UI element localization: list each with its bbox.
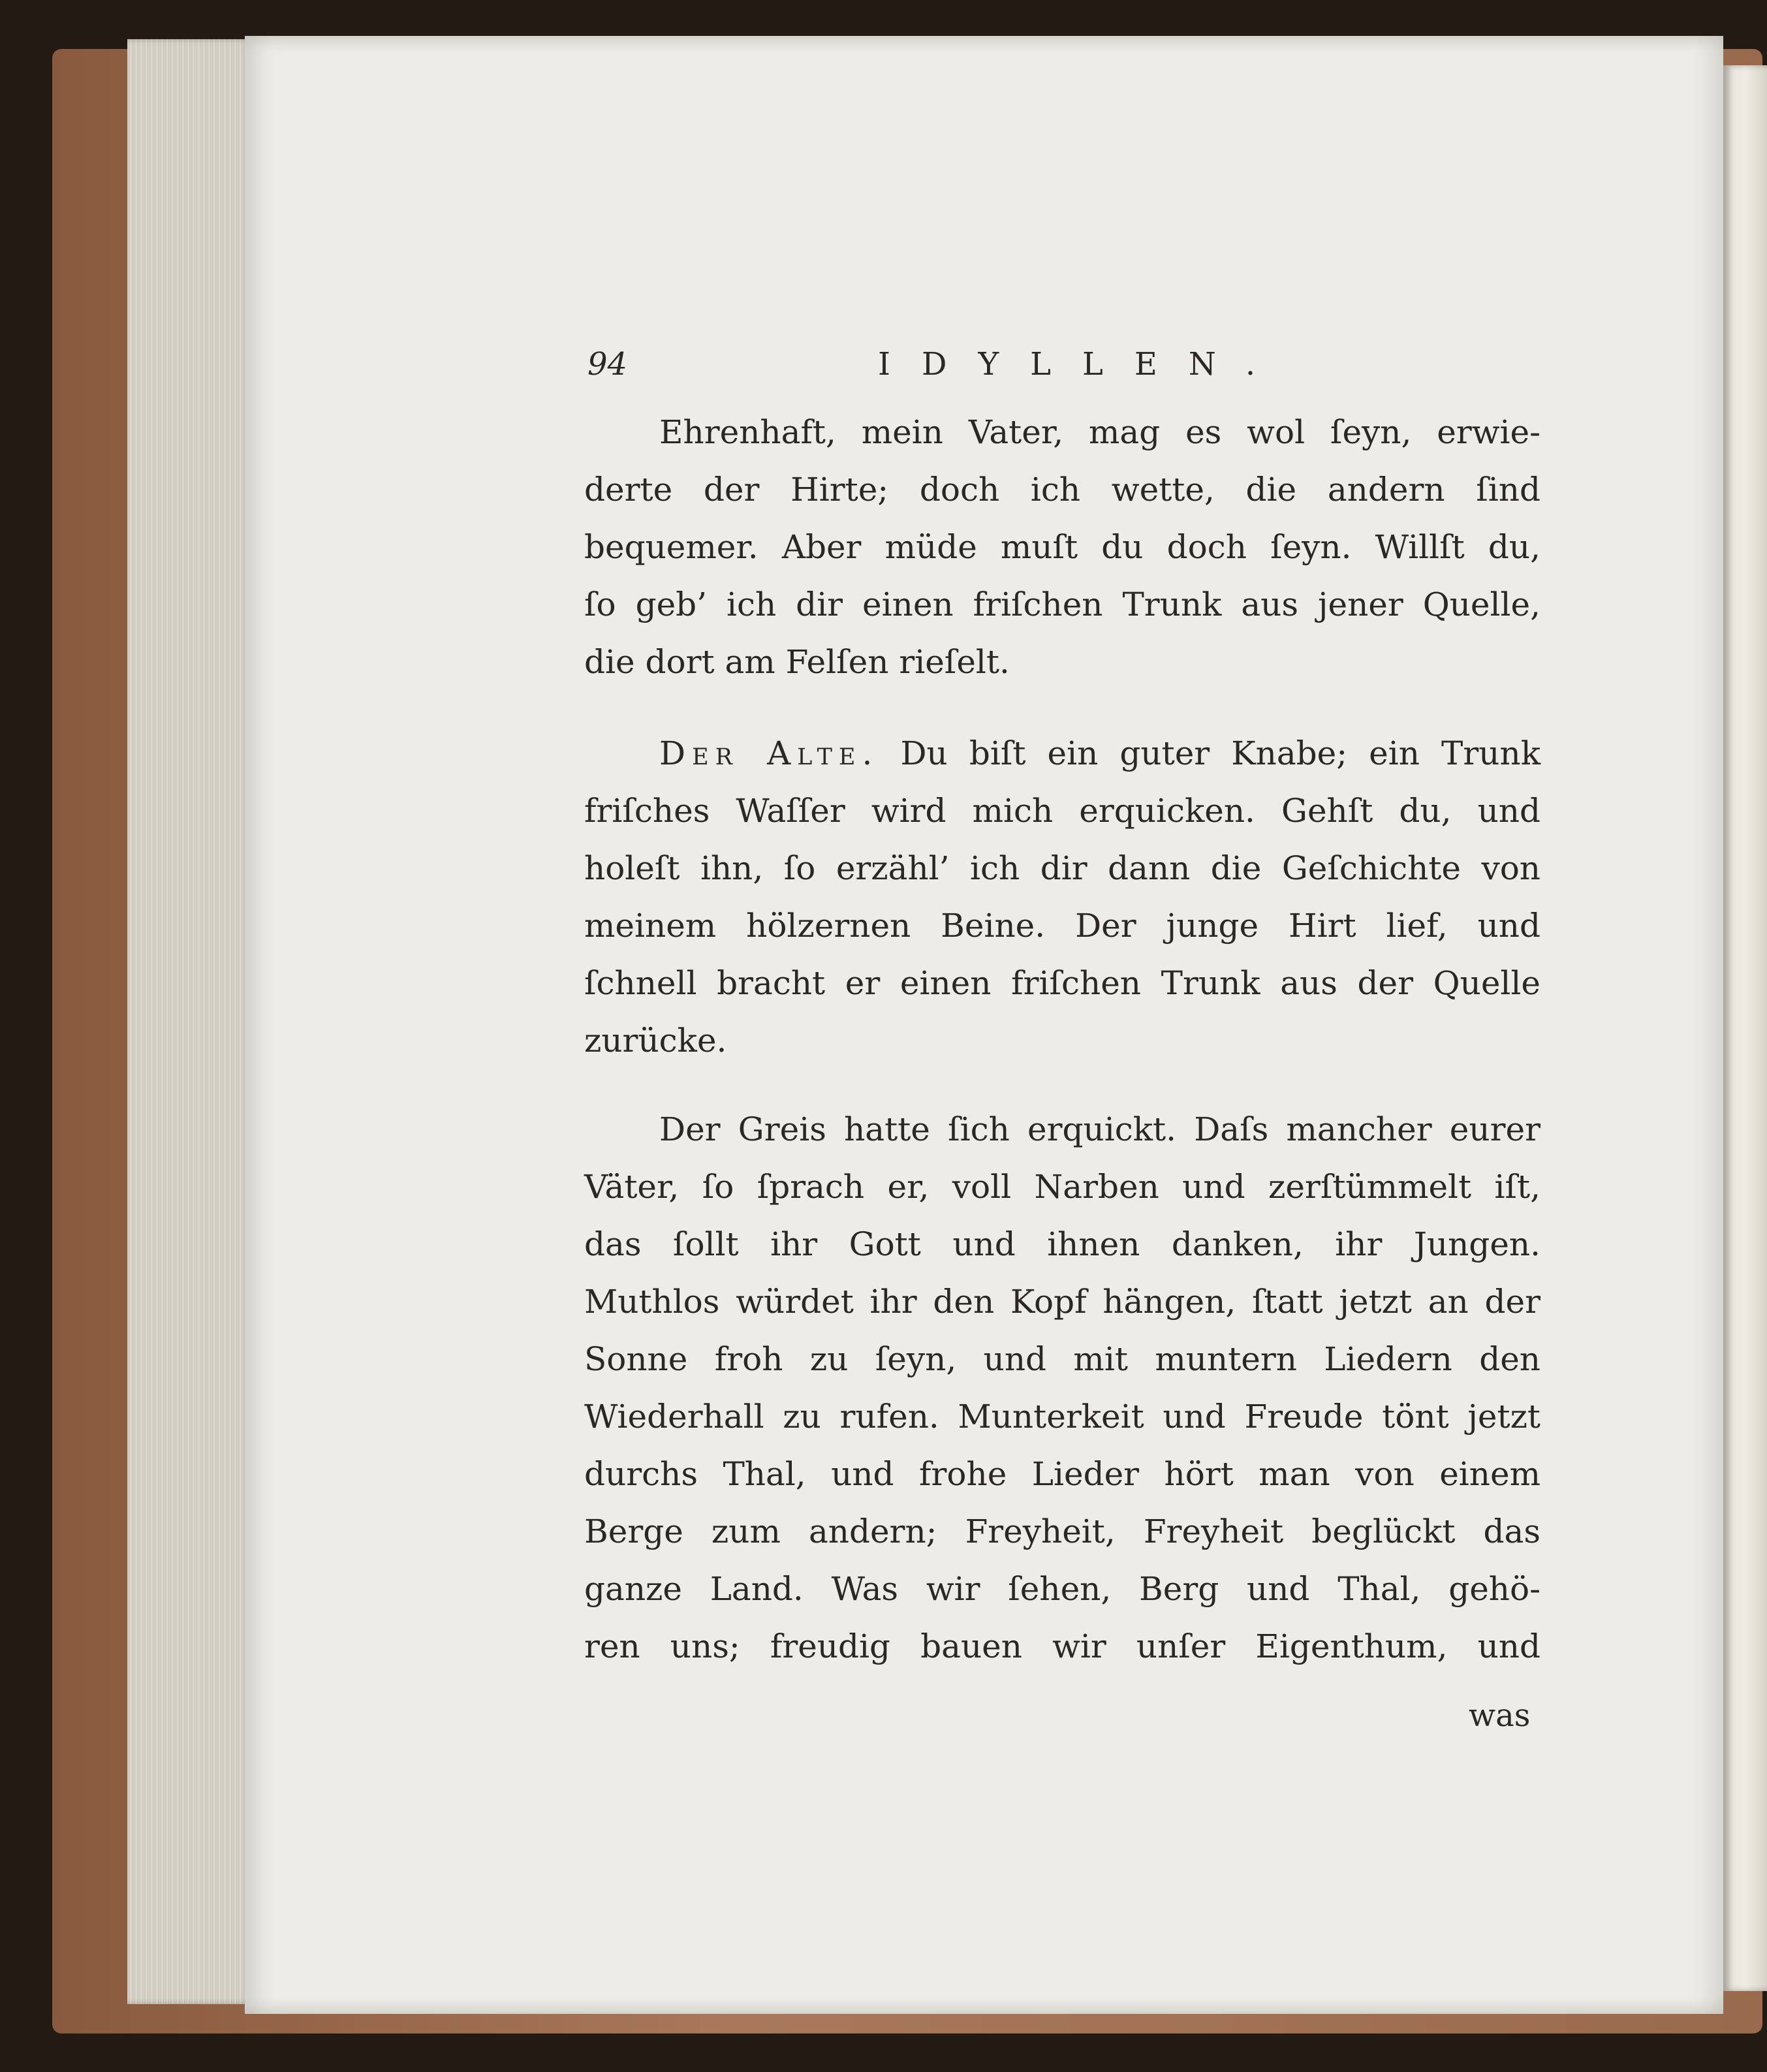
page-edge-right: [1723, 65, 1767, 1991]
text-line: Ehrenhaft, mein Vater, mag es wol ſeyn, erwie-: [659, 413, 1540, 451]
page-header: [587, 346, 1534, 398]
speech-first-line: [659, 731, 1540, 776]
page-number: 94: [587, 346, 628, 383]
page-edges-left: [127, 39, 251, 2004]
text-line: Wiederhall zu rufen. Munterkeit und Freude tönt jetzt: [584, 1398, 1540, 1436]
text-line: ſo geb’ ich dir einen friſchen Trunk aus jener Quelle,: [584, 586, 1540, 623]
text-line: Der Greis hatte ſich erquickt. Daſs mancher eurer: [659, 1110, 1540, 1148]
text-line: friſches Waſſer wird mich erquicken. Gehſt du, und: [584, 792, 1540, 830]
text-line: das ſollt ihr Gott und ihnen danken, ihr Jungen.: [584, 1225, 1540, 1263]
text-line: ſchnell bracht er einen friſchen Trunk aus der Quelle: [584, 964, 1540, 1002]
catchword: was: [1469, 1697, 1531, 1734]
speaker-name: Der Alte.: [659, 734, 879, 772]
text-line: holeſt ihn, ſo erzähl’ ich dir dann die Geſchichte von: [584, 849, 1540, 887]
text-line: meinem hölzernen Beine. Der junge Hirt lief, und: [584, 907, 1540, 945]
text-line: ganze Land. Was wir ſehen, Berg und Thal, gehö-: [584, 1570, 1540, 1608]
text-line: durchs Thal, und frohe Lieder hört man von einem: [584, 1455, 1540, 1493]
text-line: derte der Hirte; doch ich wette, die andern ſind: [584, 471, 1540, 509]
text-line: Väter, ſo ſprach er, voll Narben und zerſtümmelt iſt,: [584, 1168, 1540, 1206]
text-line: Muthlos würdet ihr den Kopf hängen, ſtatt jetzt an der: [584, 1283, 1540, 1321]
text-line: zurücke.: [584, 1022, 727, 1060]
text-line: bequemer. Aber müde muſt du doch ſeyn. Willſt du,: [584, 528, 1540, 566]
text-line: ren uns; freudig bauen wir unſer Eigenthum, und: [584, 1627, 1540, 1665]
text-line: Sonne froh zu ſeyn, und mit muntern Liedern den: [584, 1340, 1540, 1378]
text-line: Berge zum andern; Freyheit, Freyheit beglückt das: [584, 1513, 1540, 1550]
text-line: die dort am Felſen rieſelt.: [584, 643, 1010, 681]
running-title: IDYLLEN.: [878, 346, 1287, 383]
speech-text: Du biſt ein guter Knabe; ein Trunk: [900, 734, 1540, 772]
